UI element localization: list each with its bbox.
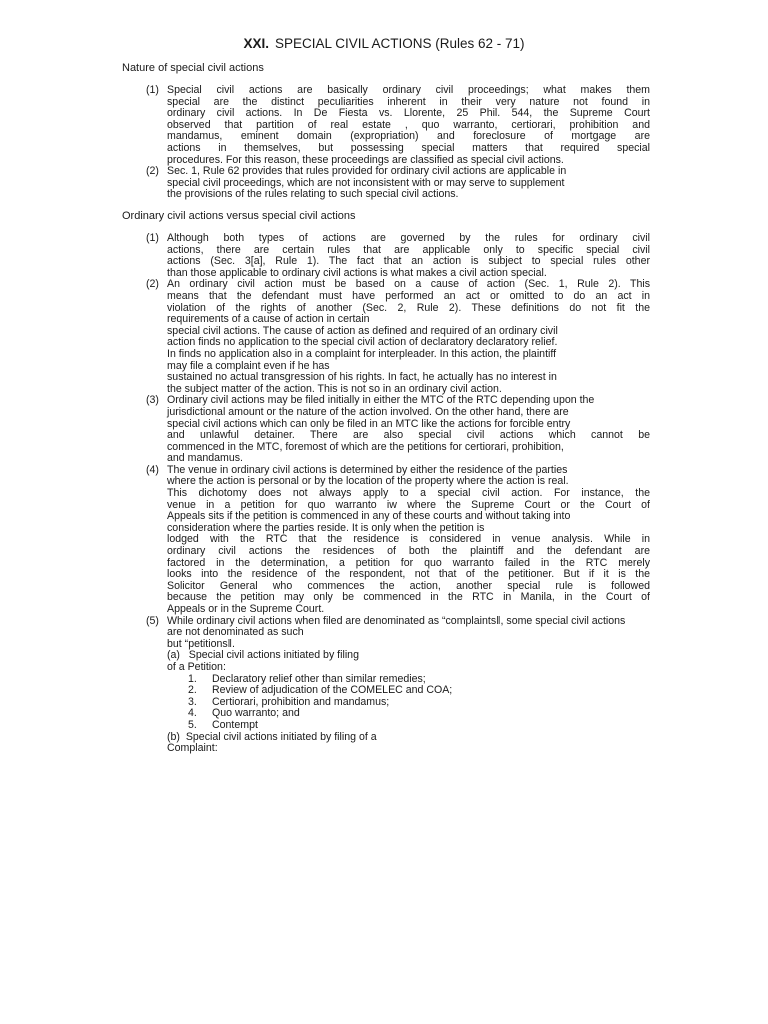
- text-line: action finds no application to the special civil action of declaratory declaratory relief.: [167, 336, 558, 349]
- list-item: [188, 720, 650, 732]
- text-line: than those applicable to ordinary civil actions is what makes a civil action special.: [167, 266, 547, 279]
- list-number: 5.: [188, 718, 197, 731]
- section1-list: [146, 85, 650, 201]
- text-line: commenced in the MTC, foremost of which are the petitions for certiorari, prohibition,: [167, 440, 564, 453]
- text-line: While ordinary civil actions when filed are denominated as “complaints‖, some special civil actions: [167, 614, 626, 627]
- list-item: [146, 465, 650, 616]
- title-roman-numeral: XXI.: [243, 36, 269, 51]
- text-line: An ordinary civil action must be based on a cause of action (Sec. 1, Rule 2). This: [167, 278, 650, 291]
- list-number: 3.: [188, 695, 197, 708]
- list-item: [146, 85, 650, 166]
- item-number: (2): [146, 165, 159, 178]
- text-line: ordinary civil actions. In De Fiesta vs. Llorente, 25 Phil. 544, the Supreme Court: [167, 107, 650, 120]
- text-line: because the petition may only be commenced in the RTC in Manila, in the Court of: [167, 591, 650, 604]
- page-title: [0, 36, 768, 52]
- list-item: [146, 166, 650, 201]
- sub-item-b-continuation: Complaint:: [167, 742, 218, 755]
- title-text: SPECIAL CIVIL ACTIONS (Rules 62 - 71): [274, 36, 525, 51]
- text-line: but “petitions‖.: [167, 637, 235, 650]
- item-number: (3): [146, 394, 159, 407]
- text-line: Ordinary civil actions may be filed initially in either the MTC of the RTC depending upon the: [167, 394, 595, 407]
- text-line: Although both types of actions are governed by the rules for ordinary civil: [167, 232, 650, 244]
- item-number: (1): [146, 84, 159, 96]
- list-text: Contempt: [212, 718, 258, 731]
- text-line: factored in the determination, a petition for quo warranto failed in the RTC merely: [167, 556, 650, 569]
- item-number: (4): [146, 463, 159, 476]
- text-line: special are the distinct peculiarities inherent in their very nature not found in: [167, 95, 650, 108]
- text-line: Sec. 1, Rule 62 provides that rules provided for ordinary civil actions are applicable in: [167, 165, 567, 178]
- text-line: consideration where the parties reside. It is only when the petition is: [167, 521, 485, 534]
- text-line: In finds no application also in a complaint for interpleader. In this action, the plaintiff: [167, 347, 557, 360]
- section-heading-ordinary-vs-special: Ordinary civil actions versus special civil actions: [122, 210, 356, 222]
- petition-list: [167, 674, 650, 732]
- list-number: 2.: [188, 684, 197, 697]
- text-line: special civil proceedings, which are not inconsistent with or may serve to supplement: [167, 176, 565, 189]
- text-line: This dichotomy does not always apply to a special civil action. For instance, the: [167, 487, 650, 500]
- text-line: actions (Sec. 3[a], Rule 1). The fact that an action is subject to special rules other: [167, 255, 650, 268]
- text-line: looks into the residence of the respondent, not that of the petitioner. But if it is the: [167, 568, 650, 581]
- text-line: are not denominated as such: [167, 626, 304, 639]
- text-line: venue in a petition for quo warranto iw where the Supreme Court or the Court of: [167, 498, 650, 511]
- text-line: and mandamus.: [167, 452, 243, 465]
- list-item: [146, 395, 650, 465]
- text-line: may file a complaint even if he has: [167, 359, 330, 372]
- list-text: Review of adjudication of the COMELEC and COA;: [212, 684, 453, 697]
- text-line: Special civil actions are basically ordinary civil proceedings; what makes them: [167, 84, 650, 96]
- text-line: procedures. For this reason, these proceedings are classified as special civil actions.: [167, 153, 564, 166]
- sub-item-b: [167, 732, 650, 744]
- sub-item-a: [167, 650, 650, 662]
- text-line: actions, there are certain rules that are applicable only to specific special civil: [167, 243, 650, 256]
- text-line: special civil actions which can only be filed in an MTC like the actions for forcible entry: [167, 417, 571, 430]
- text-line: and unlawful detainer. There are also special civil actions which cannot be: [167, 429, 650, 442]
- text-line: the provisions of the rules relating to such special civil actions.: [167, 188, 459, 201]
- list-item: [146, 616, 650, 755]
- list-item: [146, 233, 650, 279]
- text-line: the subject matter of the action. This is not so in an ordinary civil action.: [167, 382, 502, 395]
- section-heading-nature: Nature of special civil actions: [122, 62, 264, 74]
- text-line: ordinary civil actions the residences of both the plaintiff and the defendant are: [167, 545, 650, 558]
- list-number: 1.: [188, 672, 197, 685]
- list-text: Certiorari, prohibition and mandamus;: [212, 695, 390, 708]
- item-number: (1): [146, 232, 159, 244]
- text-line: means that the defendant must have performed an act or omitted to do an act in: [167, 289, 650, 302]
- text-line: actions in themselves, but possessing special matters that required special: [167, 141, 650, 154]
- text-line: sustained no actual transgression of his rights. In fact, he actually has no interest in: [167, 371, 557, 384]
- sub-item-text: Special civil actions initiated by filing: [188, 649, 359, 662]
- text-line: mandamus, eminent domain (expropriation) and foreclosure of mortgage are: [167, 130, 650, 143]
- text-line: jurisdictional amount or the nature of the action involved. On the other hand, there are: [167, 405, 569, 418]
- section2-list: [146, 233, 650, 755]
- list-number: 4.: [188, 707, 197, 720]
- text-line: requirements of a cause of action in certain: [167, 313, 370, 326]
- list-text: Declaratory relief other than similar remedies;: [212, 672, 426, 685]
- text-line: violation of the rights of another (Sec. 2, Rule 2). These definitions do not fit the: [167, 301, 650, 314]
- text-line: Appeals sits if the petition is commenced in any of these courts and without taking into: [167, 510, 571, 523]
- sub-item-label: (a): [167, 649, 180, 662]
- text-line: Appeals or in the Supreme Court.: [167, 603, 325, 615]
- sub-item-label: (b): [167, 730, 180, 743]
- sub-item-text: Special civil actions initiated by filing of a: [185, 730, 377, 743]
- item-number: (5): [146, 614, 159, 627]
- text-line: Solicitor General who commences the action, another special rule is followed: [167, 579, 650, 592]
- text-line: lodged with the RTC that the residence is considered in venue analysis. While in: [167, 533, 650, 546]
- list-item: [146, 279, 650, 395]
- text-line: special civil actions. The cause of action as defined and required of an ordinary civil: [167, 324, 558, 337]
- sub-item-a-continuation: of a Petition:: [167, 660, 226, 673]
- text-line: The venue in ordinary civil actions is determined by either the residence of the parties: [167, 463, 568, 476]
- item-number: (2): [146, 278, 159, 291]
- list-text: Quo warranto; and: [212, 707, 300, 720]
- text-line: where the action is personal or by the location of the property where the action is real.: [167, 475, 569, 488]
- text-line: observed that partition of real estate , quo warranto, certiorari, prohibition and: [167, 118, 650, 131]
